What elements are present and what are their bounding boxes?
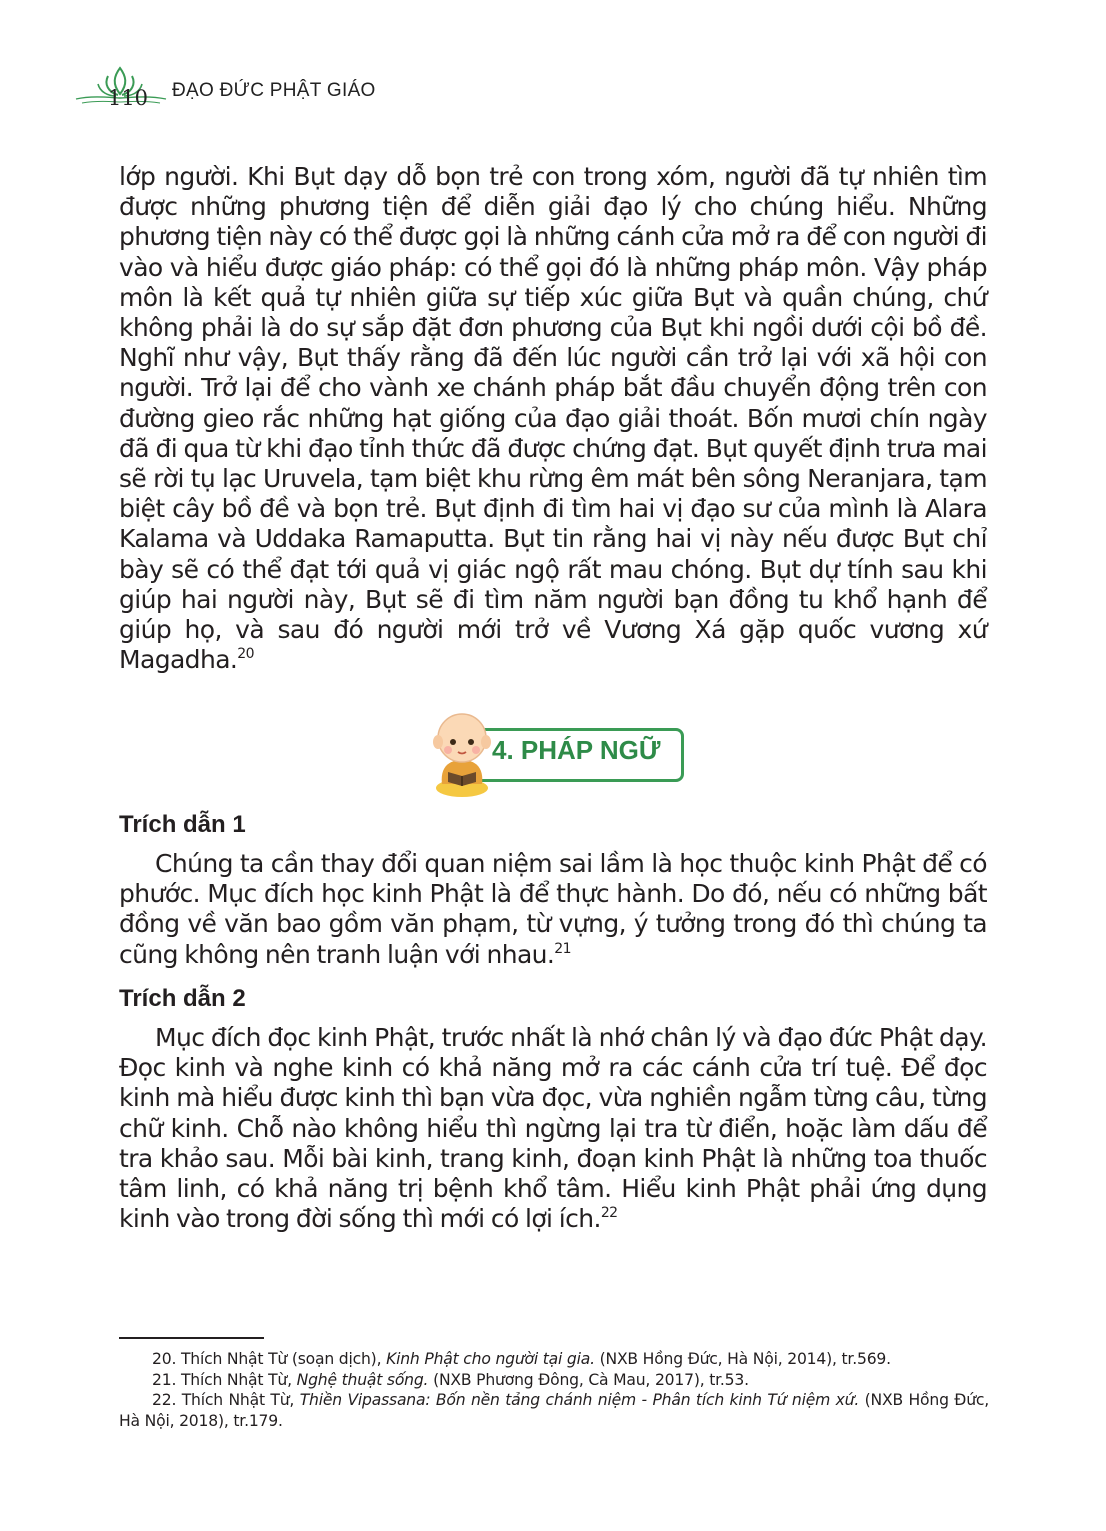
footnote-text: (NXB Phương Đông, Cà Mau, 2017), tr.53. (428, 1370, 749, 1389)
footnote (119, 1390, 989, 1431)
quote-text: Mục đích đọc kinh Phật, trước nhất là nhớ chân lý và đạo đức Phật dạy. Đọc kinh và nghe kinh có khả năng mở ra các cánh cửa trí tuệ. Để đọc kinh mà hiểu được kinh thì bạn vừa đọc, vừa nghiền ngẫm từng câu, từng chữ kinh. Chỗ nào không hiểu thì ngừng lại tra từ điển, hoặc làm dấu để tra khảo sau. Mỗi bài kinh, trang kinh, đoạn kinh Phật là những toa thuốc tâm linh, có khả năng trị bệnh khổ tâm. Hiểu kinh Phật phải ứng dụng kinh vào trong đời sống thì mới có lợi ích. (119, 1023, 987, 1234)
footnote-ref: 20 (237, 646, 254, 663)
running-title: ĐẠO ĐỨC PHẬT GIÁO (172, 80, 376, 101)
quote-text: Chúng ta cần thay đổi quan niệm sai lầm là học thuộc kinh Phật để có phước. Mục đích học kinh Phật là để thực hành. Do đó, nếu có những bất đồng về văn bao gồm văn phạm, từ vựng, ý tưởng trong đó thì chúng ta cũng không nên tranh luận với nhau. (119, 849, 987, 969)
footnotes (119, 1349, 989, 1431)
quote-paragraph (119, 849, 987, 970)
section-title: 4. PHÁP NGỮ (492, 735, 661, 765)
quote-paragraph (119, 1023, 987, 1234)
quote-heading: Trích dẫn 2 (119, 985, 246, 1012)
footnote-text: 21. Thích Nhật Từ, (152, 1370, 297, 1389)
paragraph-text: lớp người. Khi Bụt dạy dỗ bọn trẻ con trong xóm, người đã tự nhiên tìm được những phương tiện để diễn giải đạo lý cho chúng hiểu. Những phương tiện này có thể được gọi là những cánh cửa mở ra để con người đi vào và hiểu được giáo pháp: có thể gọi đó là những pháp môn. Vậy pháp môn là kết quả tự nhiên giữa sự tiếp xúc giữa Bụt và quần chúng, chứ không phải là do sự sắp đặt đơn phương của Bụt khi ngồi dưới cội bồ đề. Nghĩ như vậy, Bụt thấy rằng đã đến lúc người cần trở lại với xã hội con người. Trở lại để cho vành xe chánh pháp bắt đầu chuyển động trên con đường gieo rắc những hạt giống của đạo giải thoát. Bốn mươi chín ngày đã đi qua từ khi đạo tỉnh thức đã được chứng đạt. Bụt quyết định trưa mai sẽ rời tụ lạc Uruvela, tạm biệt khu rừng êm mát bên sông Neranjara, tạm biệt cây bồ đề và bọn trẻ. Bụt định đi tìm hai vị đạo sư của mình là Alara Kalama và Uddaka Ramaputta. Bụt tin rằng hai vị này nếu được Bụt chỉ bày sẽ có thể đạt tới quả vị giác ngộ rất mau chóng. Bụt dự tính sau khi giúp hai người này, Bụt sẽ đi tìm năm người bạn đồng tu khổ hạnh để giúp họ, và sau đó người mới trở về Vương Xá gặp quốc vương xứ Magadha. (119, 162, 987, 675)
footnote-text: (NXB Hồng Đức, Hà Nội, 2014), tr.569. (594, 1350, 891, 1368)
page-number: 110 (107, 86, 149, 110)
footnote-text: (NXB Hồng Đức, Hà Nội, 2018), tr.179. (119, 1391, 990, 1430)
section-banner (428, 702, 688, 802)
footnote (119, 1349, 989, 1370)
body-paragraph (119, 162, 987, 675)
footnote-title: Kinh Phật cho người tại gia. (386, 1350, 595, 1368)
footnote-ref: 22 (600, 1205, 618, 1222)
footnote-divider (119, 1337, 264, 1339)
footnote-text: 22. Thích Nhật Từ, (152, 1391, 300, 1410)
footnote-title: Nghệ thuật sống. (296, 1370, 429, 1389)
footnote (119, 1370, 989, 1391)
quote-heading: Trích dẫn 1 (119, 811, 246, 838)
footnote-title: Thiền Vipassana: Bốn nền tảng chánh niệm - Phân tích kinh Tứ niệm xứ. (299, 1391, 860, 1410)
footnote-text: 20. Thích Nhật Từ (soạn dịch), (152, 1350, 387, 1368)
page-header (74, 62, 574, 112)
footnote-ref: 21 (554, 940, 571, 957)
